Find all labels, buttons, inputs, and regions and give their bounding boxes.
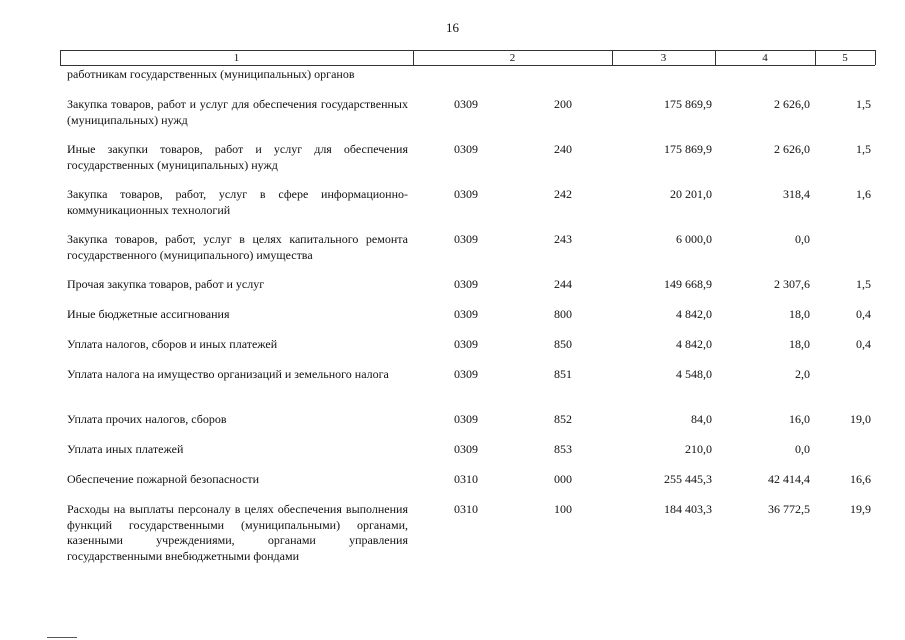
row-name: Уплата налога на имущество организаций и земельного налога [67,367,389,381]
row-type: 852 [554,412,572,426]
row-section: 0310 [454,502,478,516]
row-fact: 2,0 [795,367,810,381]
row-section: 0309 [454,367,478,381]
row-name: Обеспечение пожарной безопасности [67,472,260,486]
header-bottom-rule [60,65,875,66]
row-section: 0309 [454,412,478,426]
row-plan: 4 842,0 [676,307,712,321]
row-name: Уплата налогов, сборов и иных платежей [67,337,278,351]
row-section: 0309 [454,187,478,201]
row-section: 0309 [454,232,478,246]
row-name: Иные закупки товаров, работ и услуг для обеспечения государственных (муниципальных) нужд [67,142,408,172]
page-number: 16 [446,20,459,35]
row-type: 000 [554,472,572,486]
row-plan: 175 869,9 [664,142,712,156]
row-fact: 318,4 [783,187,810,201]
row-name: Закупка товаров, работ, услуг в сфере информационно-коммуникационных технологий [67,187,408,217]
row-name: Иные бюджетные ассигнования [67,307,230,321]
row-pct: 0,4 [856,307,871,321]
row-section: 0309 [454,142,478,156]
row-fact: 2 307,6 [774,277,810,291]
row-fact: 36 772,5 [768,502,810,516]
row-plan: 210,0 [685,442,712,456]
row-name: Расходы на выплаты персоналу в целях обеспечения выполнения функций государственными (муниципальными) органами, казенными учреждениями, органами управления государственными внебюджетными фондами [67,502,408,563]
row-pct: 1,6 [856,187,871,201]
row-section: 0309 [454,442,478,456]
footer-rule [47,637,77,638]
row-name: Прочая закупка товаров, работ и услуг [67,277,265,291]
row-plan: 20 201,0 [670,187,712,201]
row-plan: 255 445,3 [664,472,712,486]
row-type: 240 [554,142,572,156]
row-pct: 0,4 [856,337,871,351]
row-plan: 6 000,0 [676,232,712,246]
row-plan: 149 668,9 [664,277,712,291]
row-type: 800 [554,307,572,321]
row-plan: 84,0 [691,412,712,426]
header-col-3: 3 [660,52,667,64]
row-pct: 19,0 [850,412,871,426]
row-name: Уплата иных платежей [67,442,184,456]
row-plan: 175 869,9 [664,97,712,111]
header-col-1: 1 [233,52,240,64]
row-section: 0309 [454,337,478,351]
row-section: 0310 [454,472,478,486]
row-type: 244 [554,277,572,291]
row-section: 0309 [454,97,478,111]
row-type: 853 [554,442,572,456]
row-type: 200 [554,97,572,111]
header-col-4: 4 [762,52,768,64]
row-fact: 18,0 [789,337,810,351]
row-plan: 4 548,0 [676,367,712,381]
row-plan: 184 403,3 [664,502,712,516]
header-col-2: 2 [509,52,516,64]
row-fact: 0,0 [795,442,810,456]
header-divider [875,50,876,65]
row-type: 100 [554,502,572,516]
row-fact: 18,0 [789,307,810,321]
row-pct: 1,5 [856,277,871,291]
row-section: 0309 [454,277,478,291]
row-fact: 2 626,0 [774,142,810,156]
row-type: 242 [554,187,572,201]
row-pct: 16,6 [850,472,871,486]
row-fact: 2 626,0 [774,97,810,111]
row-fact: 0,0 [795,232,810,246]
row-plan: 4 842,0 [676,337,712,351]
row-fact: 42 414,4 [768,472,810,486]
row-name: работникам государственных (муниципальных) органов [67,67,355,81]
row-section: 0309 [454,307,478,321]
row-pct: 1,5 [856,97,871,111]
row-fact: 16,0 [789,412,810,426]
row-name: Закупка товаров, работ и услуг для обеспечения государственных (муниципальных) нужд [67,97,408,127]
row-pct: 19,9 [850,502,871,516]
row-pct: 1,5 [856,142,871,156]
row-type: 851 [554,367,572,381]
row-name: Закупка товаров, работ, услуг в целях капитального ремонта государственного (муниципального) имущества [67,232,408,262]
header-col-5: 5 [842,52,848,64]
row-type: 243 [554,232,572,246]
header-top-rule [60,50,875,51]
row-type: 850 [554,337,572,351]
row-name: Уплата прочих налогов, сборов [67,412,227,426]
